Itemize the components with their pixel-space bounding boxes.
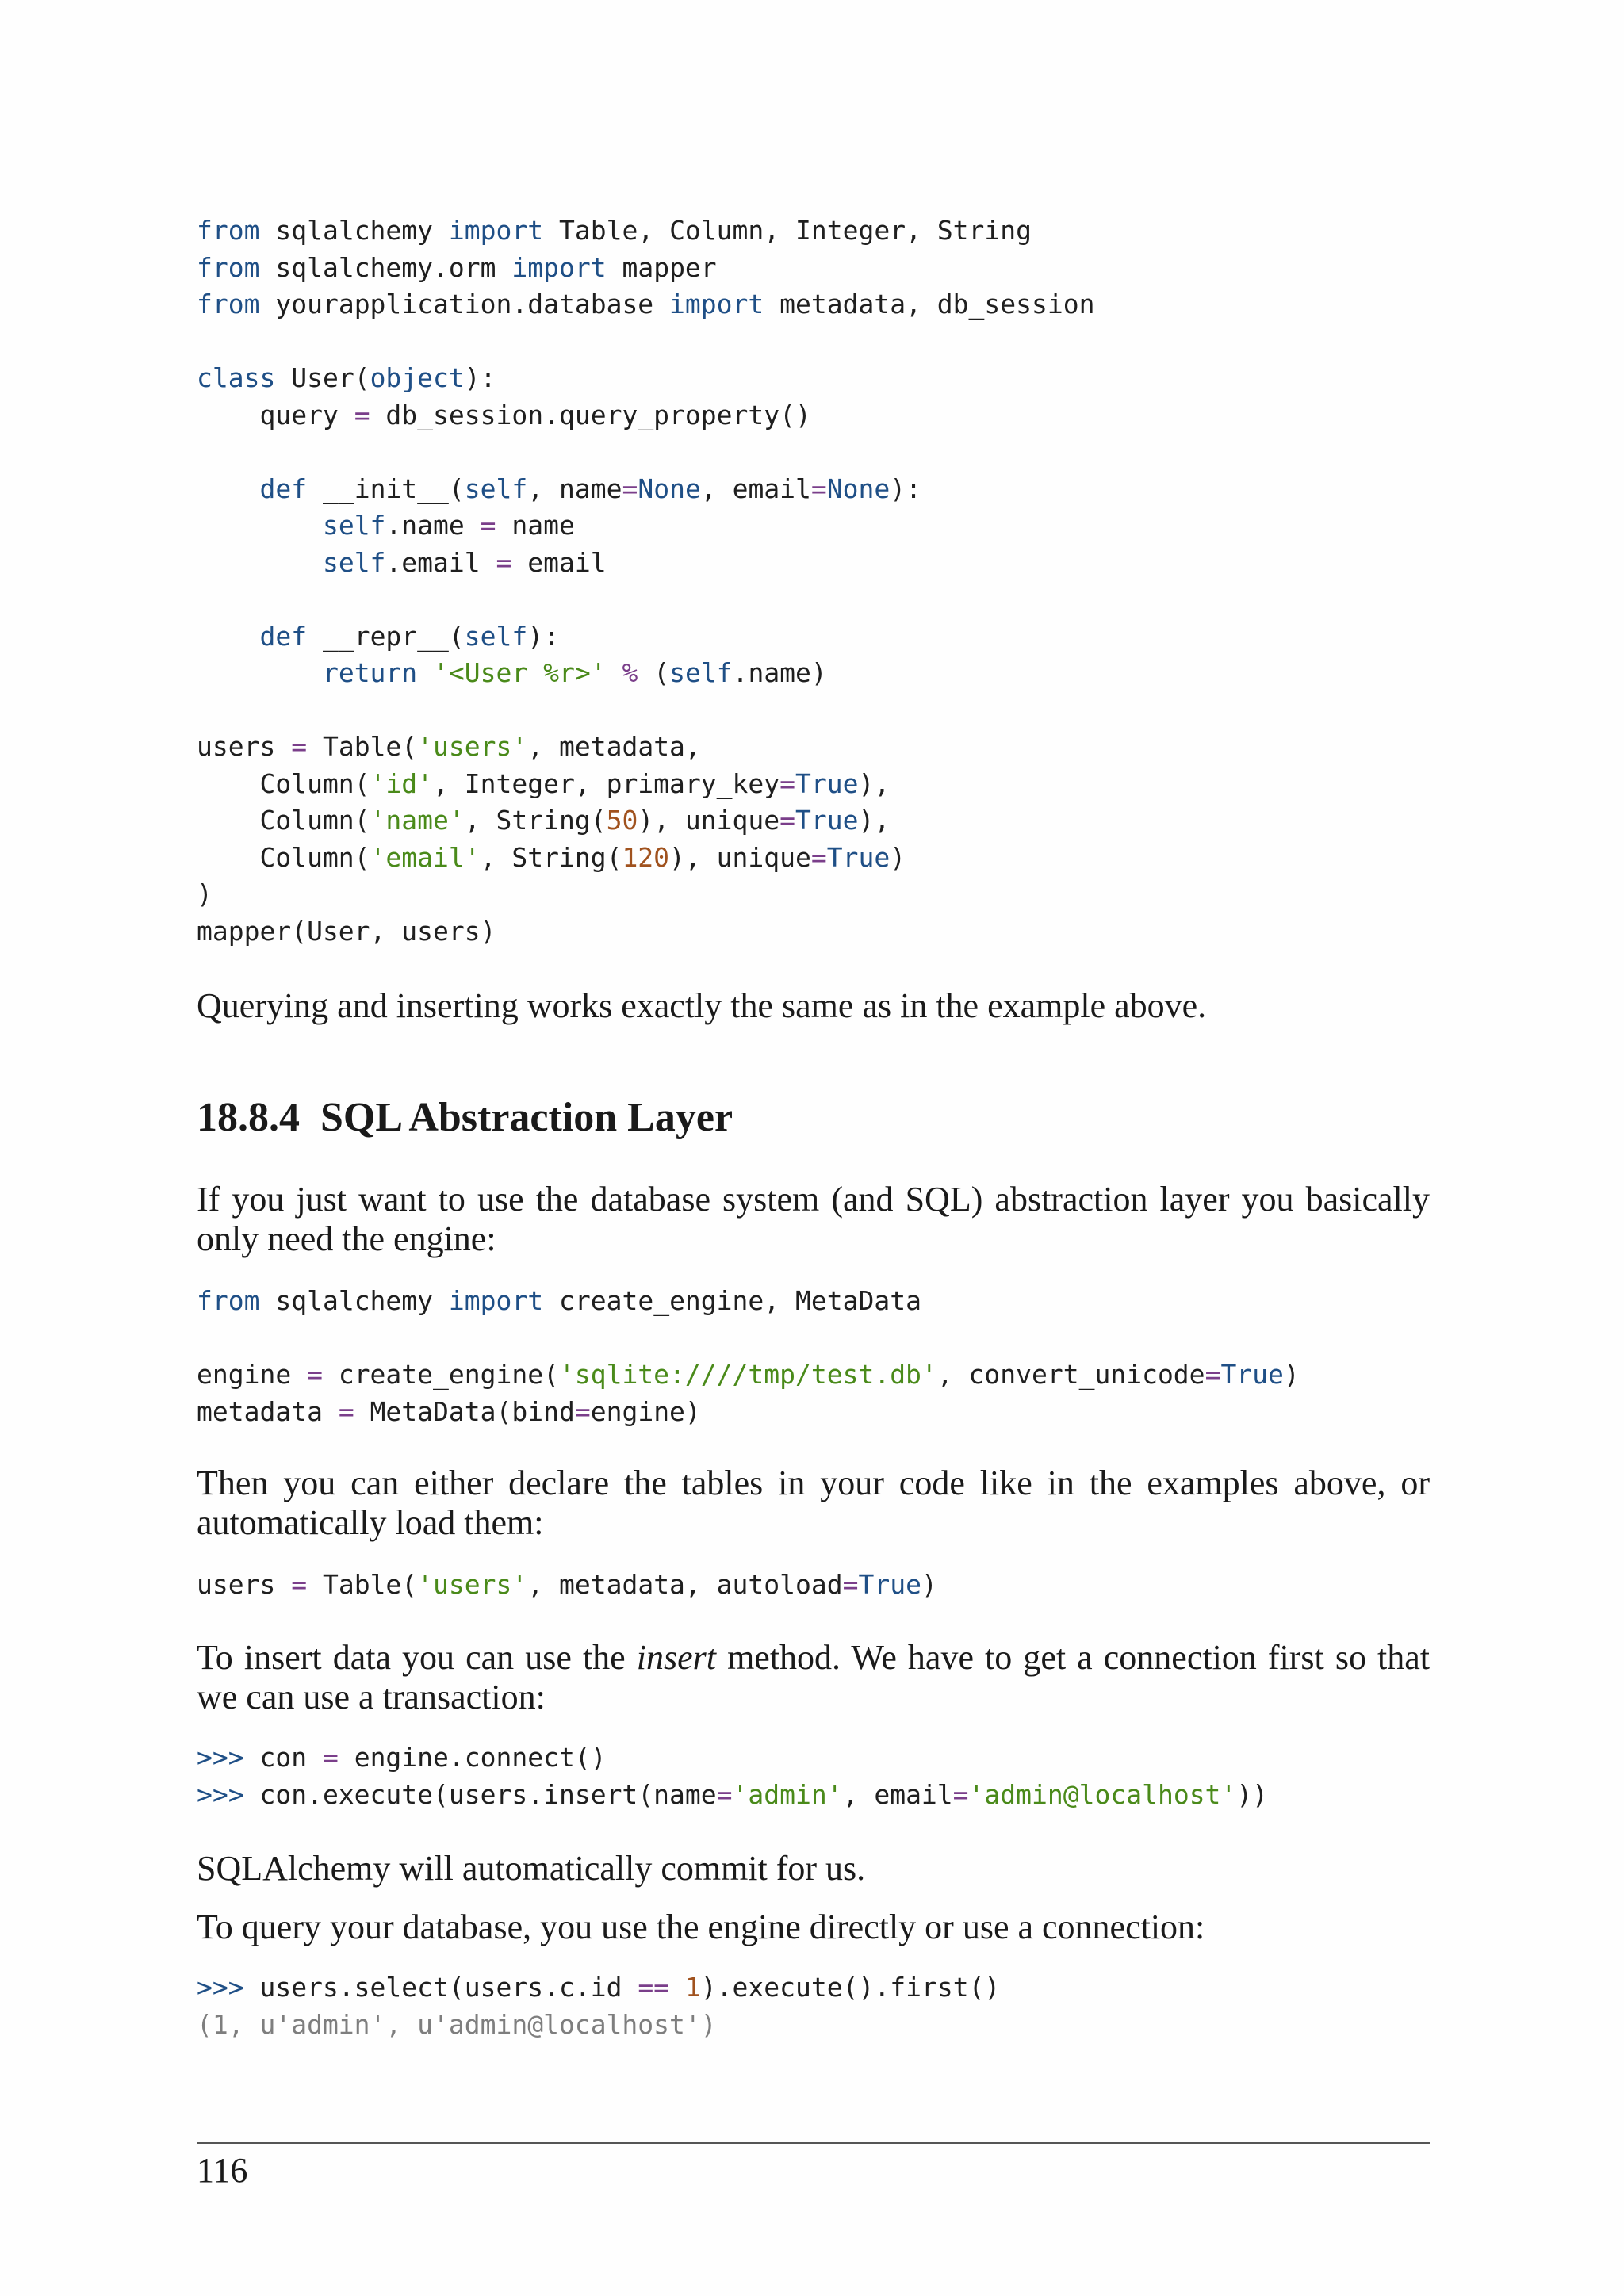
code-block-insert (197, 1739, 1430, 1813)
page-number: 116 (197, 2151, 248, 2190)
code-line: mapper(User, users) (197, 915, 496, 947)
code-line: engine = create_engine('sqlite:////tmp/test.db', convert_unicode=True) (197, 1359, 1300, 1390)
code-line: ) (197, 878, 213, 909)
code-block-select (197, 1969, 1430, 2043)
paragraph-intro: If you just want to use the database system (and SQL) abstraction layer you basically only need the engine: (197, 1180, 1430, 1258)
paragraph-querying: Querying and inserting works exactly the same as in the example above. (197, 986, 1207, 1025)
code-line (197, 434, 1430, 471)
code-line: self.name = name (322, 510, 575, 541)
code-line: class User(object): (197, 362, 496, 393)
section-heading (197, 1094, 1430, 1142)
code-line: users = Table('users', metadata, autoload=True) (197, 1569, 937, 1600)
code-line: (1, u'admin', u'admin@localhost') (197, 2008, 717, 2040)
code-line: Column('email', String(120), unique=True) (197, 841, 906, 873)
code-line: Column('id', Integer, primary_key=True), (197, 767, 891, 799)
code-line: users = Table('users', metadata, (197, 731, 701, 762)
code-line: def __repr__(self): (259, 620, 560, 652)
code-block-autoload (197, 1567, 1430, 1604)
code-block-orm-mapping (197, 212, 1430, 950)
footer-rule (197, 2142, 1430, 2144)
code-line: return '<User %r>' % (self.name) (322, 657, 827, 688)
code-line: from sqlalchemy import create_engine, MetaData (197, 1285, 921, 1316)
paragraph-declare-tables: Then you can either declare the tables in your code like in the examples above, or automatically load them: (197, 1464, 1430, 1542)
code-line (197, 323, 1430, 361)
code-line: >>> con = engine.connect() (197, 1742, 607, 1773)
code-line: from yourapplication.database import metadata, db_session (197, 289, 1095, 320)
code-line: from sqlalchemy.orm import mapper (197, 251, 717, 283)
paragraph-query: To query your database, you use the engine directly or use a connection: (197, 1908, 1205, 1946)
code-line: Column('name', String(50), unique=True), (197, 805, 891, 836)
code-line (197, 581, 1430, 618)
insert-method-emphasis: insert (636, 1638, 717, 1677)
code-line: >>> users.select(users.c.id == 1).execute().first() (197, 1972, 1001, 2003)
paragraph-commit: SQLAlchemy will automatically commit for us. (197, 1849, 866, 1888)
paragraph-insert: To insert data you can use the insert method. We have to get a connection first so that we can use a transaction: (197, 1638, 1430, 1716)
code-line: def __init__(self, name=None, email=None): (259, 473, 922, 504)
code-line: >>> con.execute(users.insert(name='admin', email='admin@localhost')) (197, 1778, 1269, 1810)
code-line: query = db_session.query_property() (197, 399, 811, 430)
code-line (197, 692, 1430, 729)
code-line (197, 1320, 1430, 1357)
code-line: self.email = email (322, 546, 607, 578)
section-title: SQL Abstraction Layer (320, 1095, 733, 1140)
code-line: from sqlalchemy import Table, Column, Integer, String (197, 215, 1032, 246)
section-number: 18.8.4 (197, 1095, 300, 1140)
code-line: metadata = MetaData(bind=engine) (197, 1395, 701, 1427)
code-block-engine (197, 1283, 1430, 1430)
